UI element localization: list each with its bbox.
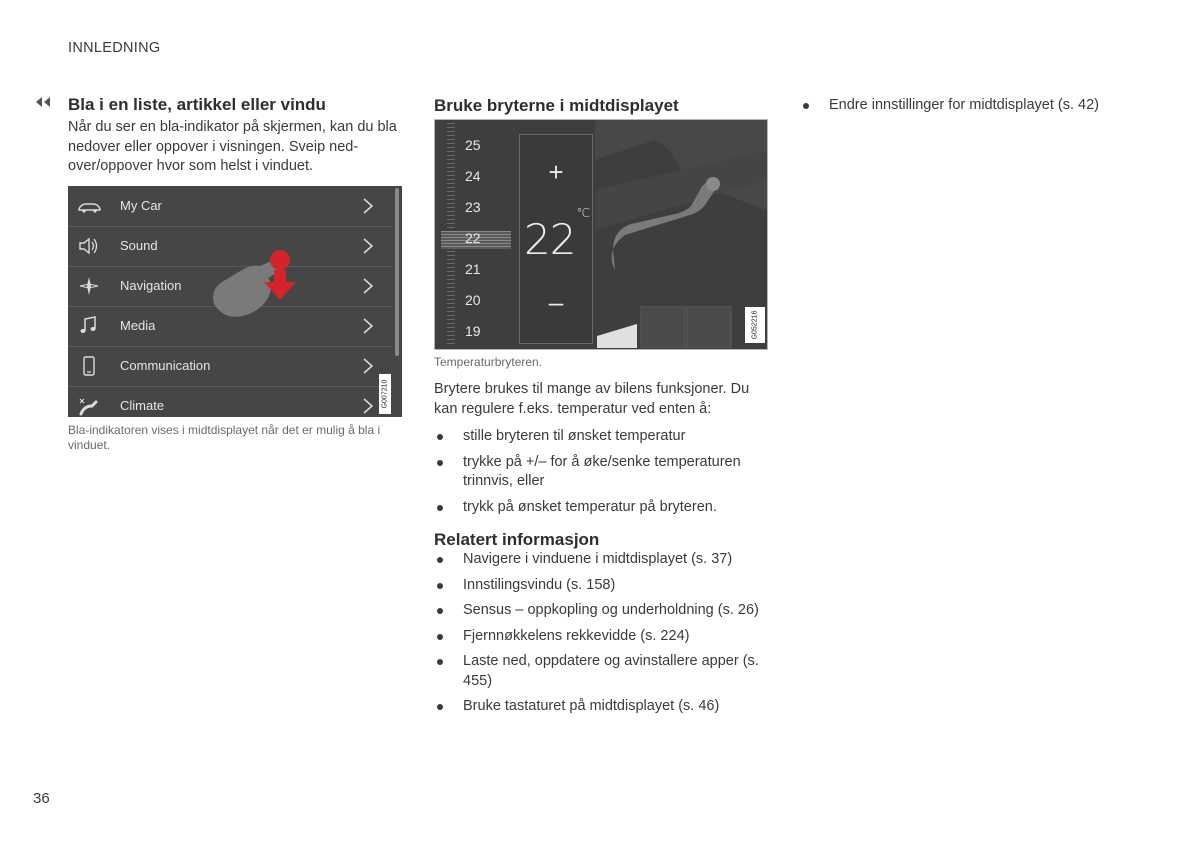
- increase-temperature-button[interactable]: +: [548, 157, 564, 187]
- seat-climate-icon: [76, 394, 102, 418]
- figure-id-label: G007210: [379, 374, 391, 414]
- list-item: trykk på ønsket temperatur på bryteren.: [434, 498, 774, 518]
- figure-id-label: G052216: [745, 307, 765, 343]
- current-temperature: $22^{^\circ C}$: [524, 206, 589, 264]
- related-link[interactable]: Innstilingsvindu (s. 158): [434, 576, 774, 596]
- related-link[interactable]: Bruke tastaturet på midtdisplayet (s. 46): [434, 697, 774, 717]
- scale-value[interactable]: 21: [465, 261, 481, 277]
- chevron-right-icon: [362, 317, 374, 335]
- scale-value[interactable]: 19: [465, 323, 481, 339]
- related-link[interactable]: Navigere i vinduene i midtdisplayet (s. 37): [434, 550, 774, 570]
- section-heading-scroll: Bla i en liste, artikkel eller vindu: [68, 95, 326, 114]
- chevron-right-icon: [362, 357, 374, 375]
- menu-item-label: My Car: [120, 198, 162, 213]
- compass-icon: [76, 274, 102, 298]
- scale-value[interactable]: 25: [465, 137, 481, 153]
- body-text-switches: Brytere brukes til mange av bilens funksjoner. Du kan regulere f.eks. temperatur ved enten å:: [434, 381, 750, 417]
- scale-value[interactable]: 20: [465, 292, 481, 308]
- chevron-right-icon: [362, 197, 374, 215]
- related-info-list: [434, 550, 774, 723]
- section-heading-switches: Bruke bryterne i midtdisplayet: [434, 96, 679, 115]
- page-number: 36: [33, 790, 50, 807]
- scroll-indicator[interactable]: [395, 188, 399, 356]
- menu-item-communication[interactable]: [68, 346, 392, 387]
- list-item: trykke på +/– for å øke/senke temperaturen trinnvis, eller: [434, 453, 774, 492]
- section-label: INNLEDNING: [68, 40, 161, 56]
- menu-item-label: Climate: [120, 398, 165, 413]
- chevron-right-icon: [362, 237, 374, 255]
- adjust-temperature-list: [434, 427, 774, 523]
- menu-item-label: Media: [120, 318, 156, 333]
- center-display-list-screen: [68, 186, 402, 417]
- figure-caption: Bla-indikatoren vises i midtdisplayet når det er mulig å bla i vinduet.: [68, 423, 381, 452]
- chevron-right-icon: [362, 397, 374, 415]
- temperature-switch-screen: [434, 119, 768, 350]
- related-link[interactable]: Laste ned, oppdatere og avinstallere apper (s. 455): [434, 652, 774, 691]
- menu-item-my-car[interactable]: [68, 186, 392, 227]
- figure-caption: Temperaturbryteren.: [434, 355, 543, 369]
- list-item: stille bryteren til ønsket temperatur: [434, 427, 774, 447]
- related-link[interactable]: Endre innstillinger for midtdisplayet (s. 42): [800, 96, 1160, 116]
- related-info-heading: Relatert informasjon: [434, 530, 600, 549]
- temperature-scale[interactable]: [439, 123, 517, 347]
- fan-level-tiles[interactable]: [597, 306, 737, 348]
- scale-value[interactable]: 24: [465, 168, 481, 184]
- menu-item-climate[interactable]: [68, 386, 392, 426]
- temperature-control-panel: [519, 134, 593, 344]
- decrease-temperature-button[interactable]: –: [548, 287, 564, 317]
- back-arrows-icon[interactable]: [34, 95, 52, 109]
- swipe-gesture-hand-icon: [208, 246, 304, 326]
- menu-item-label: Sound: [120, 238, 158, 253]
- related-info-list-continued: [800, 96, 1160, 116]
- menu-item-label: Communication: [120, 358, 211, 373]
- scale-value[interactable]: 22: [465, 230, 481, 246]
- speaker-icon: [76, 234, 102, 258]
- body-text-scroll: Når du ser en bla-indikator på skjermen, kan du bla nedover eller oppover i visningen. Sveip ned-over/oppover hvor som helst i vinduet.: [68, 119, 397, 174]
- scale-value[interactable]: 23: [465, 199, 481, 215]
- related-link[interactable]: Sensus – oppkopling og underholdning (s. 26): [434, 601, 774, 621]
- related-link[interactable]: Fjernnøkkelens rekkevidde (s. 224): [434, 627, 774, 647]
- car-icon: [76, 194, 102, 218]
- music-note-icon: [76, 314, 102, 338]
- phone-icon: [76, 354, 102, 378]
- menu-item-label: Navigation: [120, 278, 182, 293]
- chevron-right-icon: [362, 277, 374, 295]
